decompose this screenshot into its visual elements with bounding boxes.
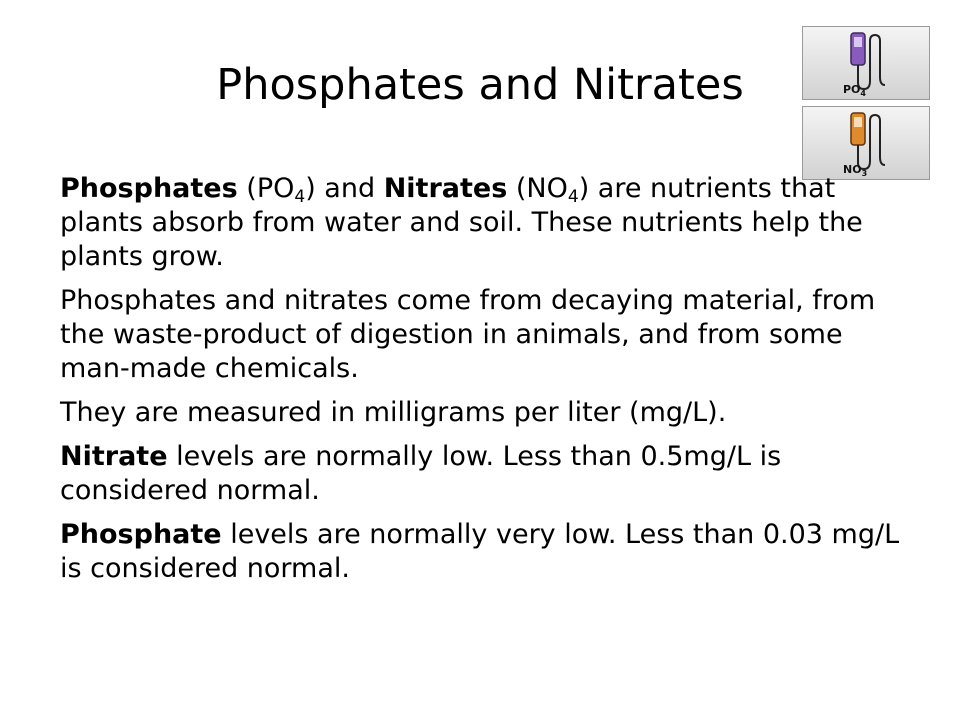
bold-phosphates: Phosphates [60,173,238,204]
nitrate-sensor-icon [802,106,930,180]
slide-title: Phosphates and Nitrates [216,60,744,110]
paragraph-sources: Phosphates and nitrates come from decaying material, from the waste-product of digestion in animals, and from some man-made chemicals. [60,285,876,384]
paragraph-units: They are measured in milligrams per liter (mg/L). [60,397,727,428]
paragraph-nutrients: Phosphates $(PO_4)$ and Nitrates $(NO_4)$ are nutrients that plants absorb from water and soil. These nutrients help the plants grow. [60,173,863,272]
bold-nitrate: Nitrate [60,441,168,472]
bold-phosphate: Phosphate [60,519,222,550]
phosphate-label: $PO_4$ [843,83,866,99]
paragraph-nitrate-levels: Nitrate levels are normally low. Less than 0.5mg/L is considered normal. [60,441,782,506]
bold-nitrates: Nitrates [383,173,508,204]
slide-body [60,172,910,596]
phosphate-sensor-icon [802,26,930,100]
nitrate-label: $NO_3$ [843,163,868,179]
paragraph-phosphate-levels: Phosphate levels are normally very low. Less than 0.03 mg/L is considered normal. [60,519,900,584]
